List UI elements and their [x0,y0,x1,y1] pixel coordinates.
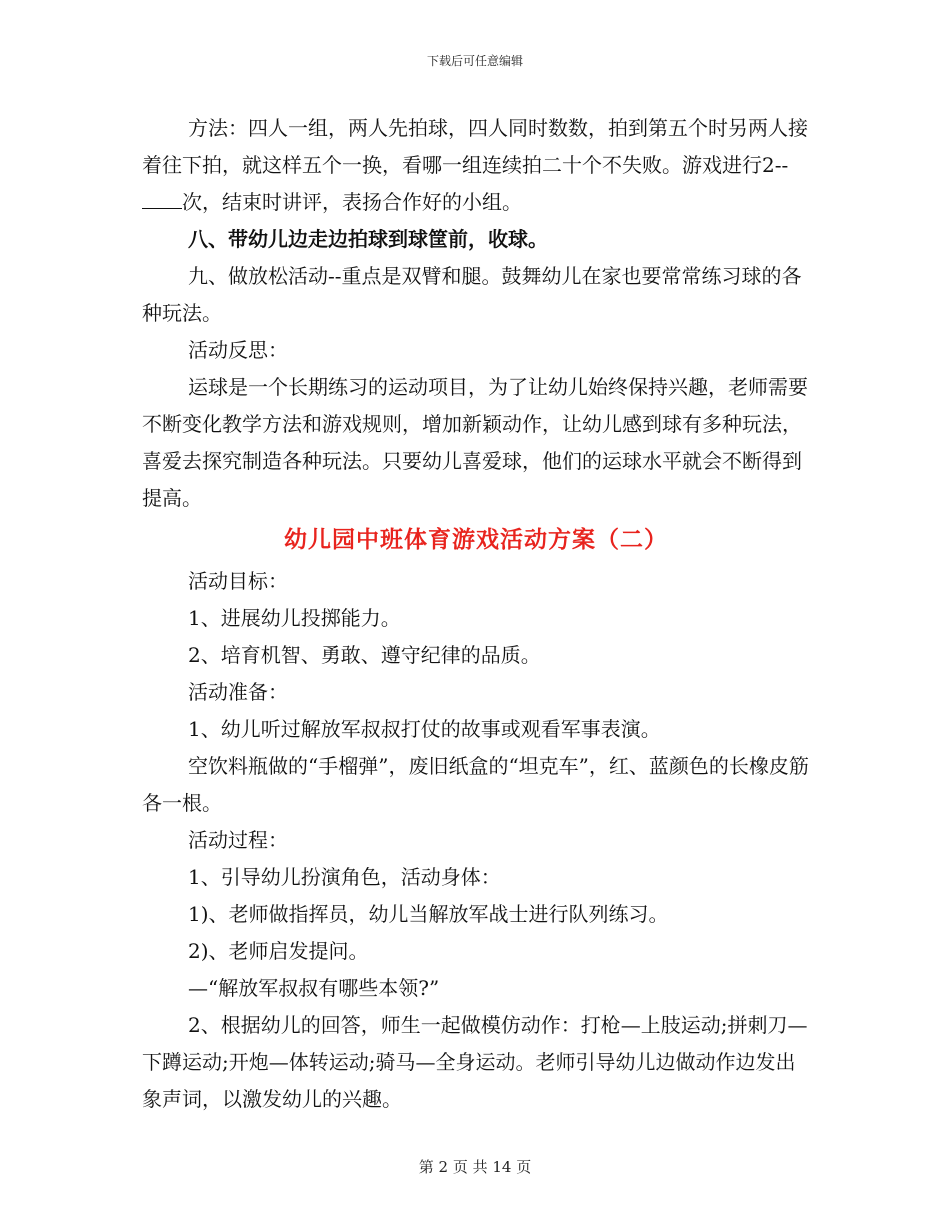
method-text-end: 次，结束时讲评，表扬合作好的小组。 [182,190,522,214]
process-question: —“解放军叔叔有哪些本领?” [188,976,440,1000]
preparation-heading: 活动准备： [188,680,288,704]
process-step-2: 2、根据幼儿的回答，师生一起做模仿动作：打枪—上肢运动;拼刺刀—下蹲运动;开炮—体转运动;骑马—全身运动。老师引导幼儿边做动作边发出象声词，以激发幼儿的兴趣。 [142,1013,808,1111]
reflection-paragraph: 运球是一个长期练习的运动项目，为了让幼儿始终保持兴趣，老师需要不断变化教学方法和游戏规则，增加新颖动作，让幼儿感到球有多种玩法，喜爱去探究制造各种玩法。只要幼儿喜爱球，他们的运球水平就会不断得到提高。 [142,375,808,510]
process-heading: 活动过程： [188,828,288,852]
method-text: 方法：四人一组，两人先拍球，四人同时数数，拍到第五个时另两人接着往下拍，就这样五个一换，看哪一组连续拍二十个不失败。游戏进行2-- [142,116,808,177]
step-nine: 九、做放松活动--重点是双臂和腿。鼓舞幼儿在家也要常常练习球的各种玩法。 [142,264,802,325]
page-footer: 第 2 页 共 14 页 [418,1158,532,1176]
goals-heading: 活动目标： [188,569,288,593]
preparation-item-1: 1、幼儿听过解放军叔叔打仗的故事或观看军事表演。 [188,717,661,741]
preparation-materials: 空饮料瓶做的“手榴弹”，废旧纸盒的“坦克车”，红、蓝颜色的长橡皮筋各一根。 [142,754,809,815]
fill-blank [142,190,182,209]
method-paragraph [142,110,810,221]
reflection-heading: 活动反思： [188,338,288,362]
process-step-1: 1、引导幼儿扮演角色，活动身体： [188,865,501,889]
process-substep-2: 2)、老师启发提问。 [188,939,369,963]
goal-item-2: 2、培育机智、勇敢、遵守纪律的品质。 [188,643,541,667]
process-substep-1: 1)、老师做指挥员，幼儿当解放军战士进行队列练习。 [188,902,669,926]
section-title: 幼儿园中班体育游戏活动方案（二） [284,526,668,553]
goal-item-1: 1、进展幼儿投掷能力。 [188,606,401,630]
page-header: 下载后可任意编辑 [426,54,523,68]
document-body [142,110,810,1118]
step-eight: 八、带幼儿边走边拍球到球筐前，收球。 [188,227,548,251]
